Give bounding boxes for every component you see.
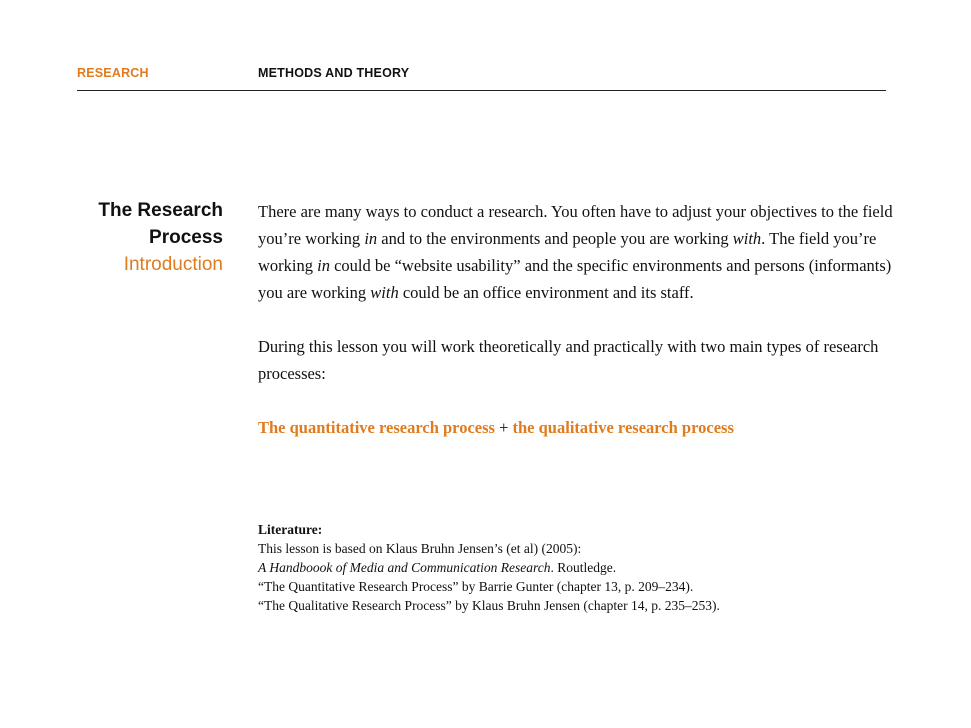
intro-emphasis-2: with	[732, 229, 762, 248]
intro-text-1: There are many ways to conduct a research. You often have to adjust your objectives to the field you’re working	[258, 202, 893, 248]
quantitative-process-label: The quantitative research process	[258, 418, 495, 437]
intro-paragraph	[258, 198, 898, 306]
intro-emphasis-3: in	[317, 256, 330, 275]
slide-subtitle: Introduction	[123, 254, 223, 275]
intro-text-5: could be an office environment and its staff.	[398, 283, 694, 302]
plus-sign: +	[499, 418, 509, 437]
intro-emphasis-1: in	[364, 229, 378, 248]
literature-line-1: This lesson is based on Klaus Bruhn Jensen’s (et al) (2005):	[258, 541, 582, 556]
header-divider	[77, 90, 886, 91]
intro-text-2: and to the environments and people you are working	[377, 229, 733, 248]
book-title: A Handboook of Media and Communication Research	[258, 560, 551, 575]
header-category: RESEARCH	[77, 66, 149, 80]
literature-line-4: “The Qualitative Research Process” by Klaus Bruhn Jensen (chapter 14, p. 235–253).	[258, 598, 720, 613]
literature-line-3: “The Quantitative Research Process” by Barrie Gunter (chapter 13, p. 209–234).	[258, 579, 694, 594]
literature-section	[258, 520, 898, 615]
intro-emphasis-4: with	[370, 283, 399, 302]
qualitative-process-label: the qualitative research process	[512, 418, 734, 437]
process-types	[258, 414, 898, 441]
main-content	[258, 198, 898, 441]
sidebar-heading	[40, 197, 223, 278]
slide-title-line-1: The Research	[98, 200, 223, 221]
literature-heading: Literature:	[258, 522, 323, 537]
header-title: METHODS AND THEORY	[258, 66, 410, 80]
intro-text-4: could be “website usability” and the specific environments and persons (informants) you are working	[258, 256, 892, 302]
lesson-paragraph: During this lesson you will work theoretically and practically with two main types of research processes:	[258, 337, 879, 383]
slide-title-line-2: Process	[149, 227, 223, 248]
literature-book-line	[258, 558, 898, 577]
intro-text-3: . The field you’re working	[258, 229, 877, 275]
book-publisher: . Routledge.	[550, 560, 617, 575]
